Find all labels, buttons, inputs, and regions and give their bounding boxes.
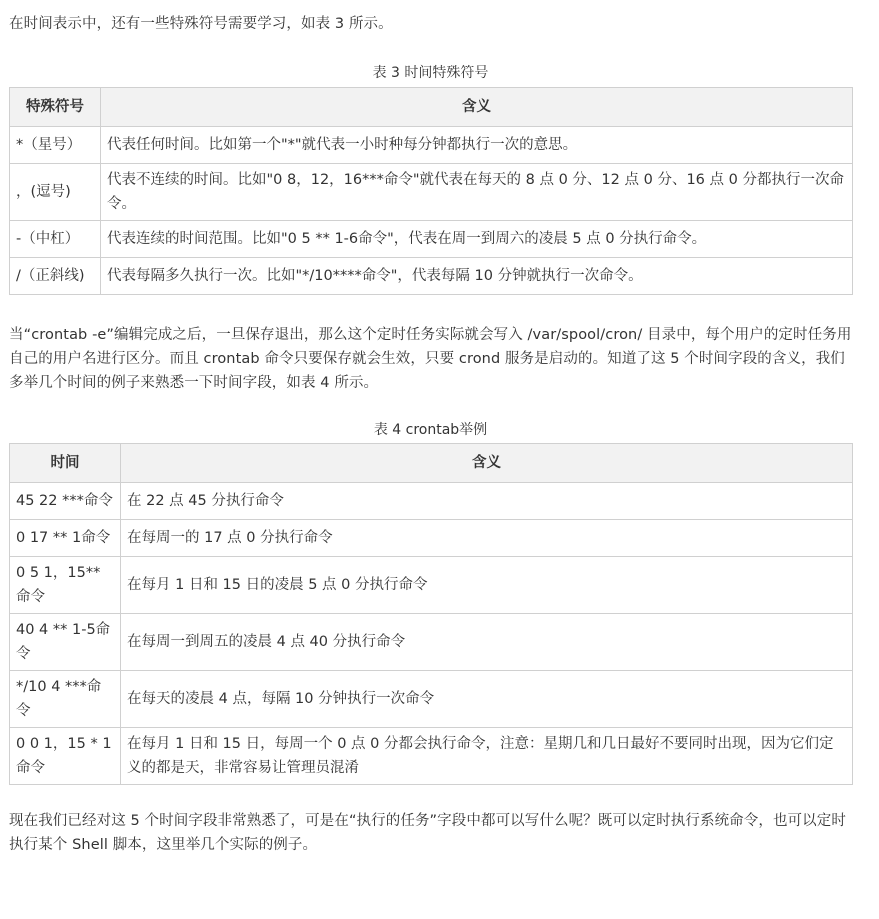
table-row xyxy=(10,520,853,557)
table-cell: */10 4 ***命令 xyxy=(10,671,121,728)
table-row xyxy=(10,671,853,728)
table-cell: 在 22 点 45 分执行命令 xyxy=(121,483,853,520)
table-cell: 在每月 1 日和 15 日，每周一个 0 点 0 分都会执行命令，注意：星期几和几日最好不要同时出现，因为它们定义的都是天，非常容易让管理员混淆 xyxy=(121,728,853,785)
table-row xyxy=(10,127,853,164)
table-cell: 40 4 ** 1-5命令 xyxy=(10,614,121,671)
table-row xyxy=(10,728,853,785)
table-header-row xyxy=(10,444,853,483)
table-row xyxy=(10,614,853,671)
table-cell: /（正斜线) xyxy=(10,258,101,295)
table-cell: 在每天的凌晨 4 点，每隔 10 分钟执行一次命令 xyxy=(121,671,853,728)
table-cell: ，(逗号) xyxy=(10,164,101,221)
table-cell: 在每月 1 日和 15 日的凌晨 5 点 0 分执行命令 xyxy=(121,557,853,614)
table-cell: 0 17 ** 1命令 xyxy=(10,520,121,557)
crontab-examples-table xyxy=(9,443,853,785)
table-3-caption: 表 3 时间特殊符号 xyxy=(372,65,489,81)
table-cell: 代表连续的时间范围。比如"0 5 ** 1-6命令"，代表在周一到周六的凌晨 5 点 0 分执行命令。 xyxy=(101,221,853,258)
table-row xyxy=(10,164,853,221)
column-header-time: 时间 xyxy=(10,444,121,483)
intro-paragraph: 在时间表示中，还有一些特殊符号需要学习，如表 3 所示。 xyxy=(9,16,393,32)
table-cell: 在每周一到周五的凌晨 4 点 40 分执行命令 xyxy=(121,614,853,671)
table-row xyxy=(10,258,853,295)
table-cell: 0 5 1，15**命令 xyxy=(10,557,121,614)
outro-paragraph: 现在我们已经对这 5 个时间字段非常熟悉了，可是在“执行的任务”字段中都可以写什么呢？既可以定时执行系统命令，也可以定时执行某个 Shell 脚本，这里举几个实际的例子。 xyxy=(9,813,846,853)
table-cell: 代表不连续的时间。比如"0 8，12，16***命令"就代表在每天的 8 点 0 分、12 点 0 分、16 点 0 分都执行一次命令。 xyxy=(101,164,853,221)
crontab-explanation-paragraph: 当“crontab -e”编辑完成之后，一旦保存退出，那么这个定时任务实际就会写入 /var/spool/cron/ 目录中，每个用户的定时任务用自己的用户名进行区分。而且 crontab 命令只要保存就会生效，只要 crond 服务是启动的。知道了这 5 个时间字段的含义，我们多举几个时间的例子来熟悉一下时间字段，如表 4 所示。 xyxy=(9,327,852,391)
table-row xyxy=(10,557,853,614)
table-cell: 代表任何时间。比如第一个"*"就代表一小时种每分钟都执行一次的意思。 xyxy=(101,127,853,164)
table-cell: *（星号） xyxy=(10,127,101,164)
table-row xyxy=(10,221,853,258)
column-header-symbol: 特殊符号 xyxy=(10,88,101,127)
column-header-meaning: 含义 xyxy=(121,444,853,483)
table-header-row xyxy=(10,88,853,127)
special-symbols-table xyxy=(9,87,853,295)
table-row xyxy=(10,483,853,520)
table-cell: 代表每隔多久执行一次。比如"*/10****命令"，代表每隔 10 分钟就执行一次命令。 xyxy=(101,258,853,295)
table-cell: 0 0 1，15 * 1命令 xyxy=(10,728,121,785)
table-4-caption: 表 4 crontab举例 xyxy=(373,422,488,438)
table-cell: 在每周一的 17 点 0 分执行命令 xyxy=(121,520,853,557)
table-cell: 45 22 ***命令 xyxy=(10,483,121,520)
column-header-meaning: 含义 xyxy=(101,88,853,127)
table-cell: -（中杠） xyxy=(10,221,101,258)
